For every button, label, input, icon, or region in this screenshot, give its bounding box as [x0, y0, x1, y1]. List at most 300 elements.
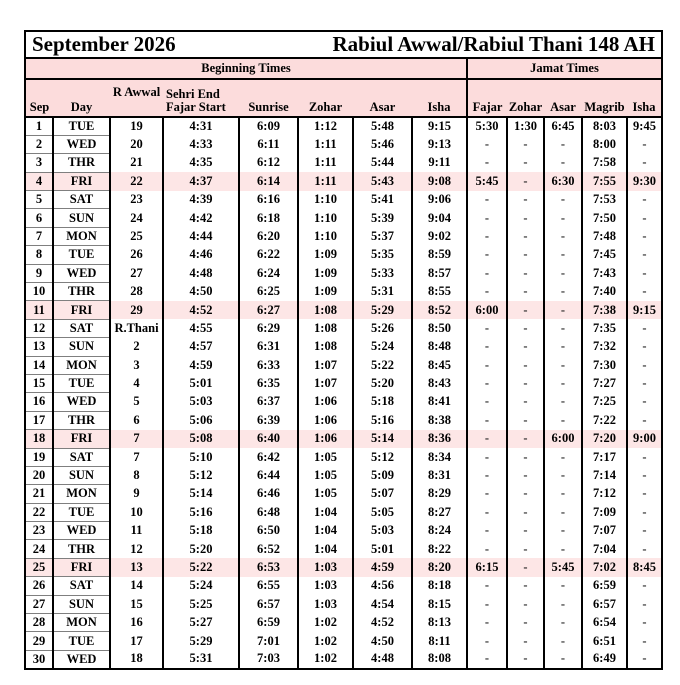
cell-date: 24 [25, 540, 53, 558]
cell-jamat-asar: - [544, 614, 582, 632]
cell-isha: 8:45 [412, 356, 467, 374]
cell-jamat-asar: - [544, 227, 582, 245]
cell-r-awwal: 26 [110, 246, 163, 264]
cell-date: 1 [25, 117, 53, 135]
cell-isha: 8:18 [412, 577, 467, 595]
cell-jamat-zohar: - [507, 466, 544, 484]
cell-jamat-magrib: 7:45 [582, 246, 627, 264]
cell-sehri-end-fajar-start: 5:12 [163, 466, 239, 484]
cell-r-awwal: 20 [110, 135, 163, 153]
cell-r-awwal: 22 [110, 172, 163, 190]
cell-jamat-fajar: - [467, 264, 507, 282]
cell-jamat-fajar: - [467, 595, 507, 613]
cell-sehri-end-fajar-start: 5:22 [163, 558, 239, 576]
cell-jamat-zohar: - [507, 172, 544, 190]
cell-sehri-end-fajar-start: 4:44 [163, 227, 239, 245]
cell-jamat-zohar: - [507, 540, 544, 558]
cell-asar: 5:22 [353, 356, 412, 374]
cell-jamat-isha: 9:45 [627, 117, 662, 135]
cell-sunrise: 6:27 [239, 301, 298, 319]
cell-jamat-zohar: - [507, 227, 544, 245]
col-header-isha: Isha [412, 79, 467, 117]
cell-jamat-zohar: - [507, 135, 544, 153]
cell-asar: 4:56 [353, 577, 412, 595]
table-row [25, 540, 662, 558]
col-header-jamat-isha: Isha [627, 79, 662, 117]
cell-isha: 9:08 [412, 172, 467, 190]
cell-asar: 5:18 [353, 393, 412, 411]
cell-jamat-fajar: - [467, 246, 507, 264]
cell-sunrise: 6:40 [239, 430, 298, 448]
cell-date: 15 [25, 374, 53, 392]
cell-jamat-magrib: 7:43 [582, 264, 627, 282]
cell-r-awwal: 11 [110, 522, 163, 540]
table-row [25, 283, 662, 301]
cell-zohar: 1:11 [298, 154, 353, 172]
cell-jamat-asar: - [544, 448, 582, 466]
cell-asar: 5:09 [353, 466, 412, 484]
cell-jamat-asar: - [544, 338, 582, 356]
cell-asar: 5:29 [353, 301, 412, 319]
cell-jamat-asar: - [544, 191, 582, 209]
cell-jamat-fajar: - [467, 319, 507, 337]
cell-zohar: 1:09 [298, 246, 353, 264]
cell-asar: 5:33 [353, 264, 412, 282]
cell-asar: 5:46 [353, 135, 412, 153]
table-row [25, 650, 662, 668]
cell-jamat-magrib: 7:48 [582, 227, 627, 245]
table-row [25, 246, 662, 264]
col-header-sunrise: Sunrise [239, 79, 298, 117]
cell-jamat-isha: - [627, 283, 662, 301]
cell-jamat-isha: - [627, 650, 662, 668]
cell-zohar: 1:08 [298, 338, 353, 356]
cell-weekday: TUE [53, 117, 110, 135]
cell-weekday: SAT [53, 191, 110, 209]
cell-asar: 5:07 [353, 485, 412, 503]
cell-sehri-end-fajar-start: 4:59 [163, 356, 239, 374]
cell-isha: 8:48 [412, 338, 467, 356]
cell-r-awwal: 16 [110, 614, 163, 632]
cell-weekday: TUE [53, 246, 110, 264]
cell-jamat-magrib: 7:53 [582, 191, 627, 209]
cell-sunrise: 6:42 [239, 448, 298, 466]
cell-jamat-zohar: - [507, 301, 544, 319]
cell-r-awwal: 15 [110, 595, 163, 613]
cell-sehri-end-fajar-start: 4:55 [163, 319, 239, 337]
cell-zohar: 1:10 [298, 209, 353, 227]
cell-asar: 5:48 [353, 117, 412, 135]
cell-date: 18 [25, 430, 53, 448]
cell-sunrise: 6:37 [239, 393, 298, 411]
cell-isha: 8:38 [412, 411, 467, 429]
cell-sehri-end-fajar-start: 5:10 [163, 448, 239, 466]
cell-jamat-isha: - [627, 246, 662, 264]
table-row [25, 356, 662, 374]
cell-weekday: WED [53, 650, 110, 668]
cell-jamat-zohar: - [507, 577, 544, 595]
cell-asar: 4:54 [353, 595, 412, 613]
timetable-body [25, 117, 662, 669]
cell-jamat-zohar: - [507, 614, 544, 632]
cell-asar: 5:20 [353, 374, 412, 392]
cell-sehri-end-fajar-start: 4:31 [163, 117, 239, 135]
cell-jamat-magrib: 6:57 [582, 595, 627, 613]
cell-jamat-asar: - [544, 485, 582, 503]
section-header-row [25, 58, 662, 79]
cell-jamat-isha: 9:00 [627, 430, 662, 448]
hijri-month-title: Rabiul Awwal/Rabiul Thani 148 AH [332, 32, 655, 57]
cell-date: 16 [25, 393, 53, 411]
cell-weekday: SUN [53, 338, 110, 356]
cell-sehri-end-fajar-start: 5:20 [163, 540, 239, 558]
cell-jamat-isha: - [627, 264, 662, 282]
cell-isha: 8:31 [412, 466, 467, 484]
col-header-r-awwal: R Awwal [110, 79, 163, 117]
cell-jamat-zohar: - [507, 319, 544, 337]
cell-date: 12 [25, 319, 53, 337]
cell-asar: 5:24 [353, 338, 412, 356]
cell-r-awwal: 14 [110, 577, 163, 595]
cell-r-awwal: 9 [110, 485, 163, 503]
cell-sehri-end-fajar-start: 4:52 [163, 301, 239, 319]
cell-weekday: WED [53, 393, 110, 411]
cell-r-awwal: 24 [110, 209, 163, 227]
col-header-fajar-start: Fajar Start [166, 99, 226, 114]
cell-jamat-fajar: - [467, 393, 507, 411]
cell-sunrise: 7:03 [239, 650, 298, 668]
cell-date: 9 [25, 264, 53, 282]
cell-isha: 8:24 [412, 522, 467, 540]
cell-jamat-magrib: 6:54 [582, 614, 627, 632]
cell-sunrise: 6:12 [239, 154, 298, 172]
cell-asar: 5:39 [353, 209, 412, 227]
cell-zohar: 1:12 [298, 117, 353, 135]
cell-sehri-end-fajar-start: 5:27 [163, 614, 239, 632]
cell-weekday: SAT [53, 448, 110, 466]
cell-jamat-fajar: - [467, 411, 507, 429]
cell-jamat-asar: 6:00 [544, 430, 582, 448]
cell-zohar: 1:04 [298, 522, 353, 540]
section-beginning-times: Beginning Times [25, 58, 467, 79]
cell-date: 17 [25, 411, 53, 429]
col-header-zohar: Zohar [298, 79, 353, 117]
cell-jamat-fajar: - [467, 430, 507, 448]
cell-jamat-magrib: 6:49 [582, 650, 627, 668]
cell-isha: 9:06 [412, 191, 467, 209]
cell-isha: 8:29 [412, 485, 467, 503]
table-row [25, 393, 662, 411]
cell-r-awwal: 23 [110, 191, 163, 209]
table-row [25, 172, 662, 190]
cell-jamat-fajar: - [467, 448, 507, 466]
cell-asar: 5:14 [353, 430, 412, 448]
cell-sehri-end-fajar-start: 5:03 [163, 393, 239, 411]
cell-jamat-asar: - [544, 632, 582, 650]
cell-sehri-end-fajar-start: 5:18 [163, 522, 239, 540]
cell-date: 2 [25, 135, 53, 153]
col-header-day: Day [53, 79, 110, 117]
cell-isha: 8:50 [412, 319, 467, 337]
cell-sunrise: 6:31 [239, 338, 298, 356]
cell-jamat-magrib: 7:20 [582, 430, 627, 448]
cell-jamat-magrib: 6:51 [582, 632, 627, 650]
cell-isha: 8:55 [412, 283, 467, 301]
cell-jamat-asar: - [544, 503, 582, 521]
cell-weekday: SUN [53, 595, 110, 613]
cell-jamat-zohar: 1:30 [507, 117, 544, 135]
cell-jamat-asar: - [544, 209, 582, 227]
cell-jamat-fajar: - [467, 522, 507, 540]
cell-jamat-asar: - [544, 301, 582, 319]
cell-weekday: MON [53, 485, 110, 503]
cell-weekday: THR [53, 540, 110, 558]
cell-r-awwal: 3 [110, 356, 163, 374]
cell-r-awwal: 25 [110, 227, 163, 245]
cell-jamat-asar: - [544, 466, 582, 484]
cell-sehri-end-fajar-start: 4:48 [163, 264, 239, 282]
cell-jamat-asar: - [544, 135, 582, 153]
cell-isha: 8:11 [412, 632, 467, 650]
cell-date: 7 [25, 227, 53, 245]
cell-date: 4 [25, 172, 53, 190]
cell-isha: 8:59 [412, 246, 467, 264]
cell-asar: 5:37 [353, 227, 412, 245]
cell-jamat-fajar: - [467, 283, 507, 301]
cell-zohar: 1:11 [298, 135, 353, 153]
table-row [25, 301, 662, 319]
cell-jamat-isha: 9:15 [627, 301, 662, 319]
cell-jamat-fajar: - [467, 540, 507, 558]
table-row [25, 338, 662, 356]
cell-sunrise: 6:55 [239, 577, 298, 595]
cell-jamat-fajar: - [467, 209, 507, 227]
cell-date: 11 [25, 301, 53, 319]
cell-asar: 5:26 [353, 319, 412, 337]
table-row [25, 374, 662, 392]
col-header-sehri-end-fajar-start [163, 79, 239, 117]
cell-jamat-zohar: - [507, 448, 544, 466]
cell-zohar: 1:03 [298, 595, 353, 613]
cell-sehri-end-fajar-start: 4:33 [163, 135, 239, 153]
cell-jamat-asar: - [544, 393, 582, 411]
cell-sunrise: 6:25 [239, 283, 298, 301]
cell-jamat-zohar: - [507, 264, 544, 282]
prayer-times-table [24, 30, 663, 670]
table-row [25, 264, 662, 282]
cell-isha: 8:43 [412, 374, 467, 392]
cell-jamat-magrib: 7:09 [582, 503, 627, 521]
cell-jamat-zohar: - [507, 632, 544, 650]
cell-jamat-fajar: - [467, 191, 507, 209]
cell-r-awwal: 8 [110, 466, 163, 484]
cell-zohar: 1:09 [298, 283, 353, 301]
cell-sehri-end-fajar-start: 5:14 [163, 485, 239, 503]
cell-jamat-isha: - [627, 632, 662, 650]
section-jamat-times: Jamat Times [467, 58, 662, 79]
cell-weekday: WED [53, 264, 110, 282]
cell-weekday: MON [53, 356, 110, 374]
cell-asar: 5:35 [353, 246, 412, 264]
cell-sehri-end-fajar-start: 4:57 [163, 338, 239, 356]
cell-date: 8 [25, 246, 53, 264]
table-row [25, 117, 662, 135]
cell-jamat-isha: - [627, 540, 662, 558]
cell-jamat-fajar: - [467, 632, 507, 650]
cell-jamat-isha: - [627, 135, 662, 153]
cell-r-awwal: 29 [110, 301, 163, 319]
cell-r-awwal: 7 [110, 430, 163, 448]
cell-asar: 5:01 [353, 540, 412, 558]
cell-jamat-asar: - [544, 411, 582, 429]
cell-weekday: THR [53, 283, 110, 301]
cell-isha: 8:57 [412, 264, 467, 282]
title-cell [25, 31, 662, 58]
cell-asar: 5:12 [353, 448, 412, 466]
cell-jamat-isha: - [627, 338, 662, 356]
cell-r-awwal: 27 [110, 264, 163, 282]
table-row [25, 430, 662, 448]
table-row [25, 466, 662, 484]
cell-jamat-fajar: 5:30 [467, 117, 507, 135]
cell-jamat-asar: - [544, 319, 582, 337]
cell-jamat-magrib: 7:38 [582, 301, 627, 319]
cell-sunrise: 6:16 [239, 191, 298, 209]
cell-jamat-magrib: 7:25 [582, 393, 627, 411]
cell-sehri-end-fajar-start: 5:25 [163, 595, 239, 613]
cell-zohar: 1:06 [298, 411, 353, 429]
table-row [25, 154, 662, 172]
cell-weekday: FRI [53, 172, 110, 190]
cell-zohar: 1:03 [298, 558, 353, 576]
table-row [25, 577, 662, 595]
cell-isha: 8:41 [412, 393, 467, 411]
cell-sehri-end-fajar-start: 4:39 [163, 191, 239, 209]
cell-r-awwal: 18 [110, 650, 163, 668]
cell-isha: 8:13 [412, 614, 467, 632]
cell-jamat-asar: - [544, 356, 582, 374]
cell-asar: 5:16 [353, 411, 412, 429]
cell-jamat-fajar: - [467, 227, 507, 245]
cell-date: 23 [25, 522, 53, 540]
col-header-jamat-asar: Asar [544, 79, 582, 117]
cell-isha: 8:08 [412, 650, 467, 668]
cell-zohar: 1:02 [298, 614, 353, 632]
cell-jamat-zohar: - [507, 338, 544, 356]
cell-r-awwal: 6 [110, 411, 163, 429]
cell-sunrise: 6:24 [239, 264, 298, 282]
cell-weekday: MON [53, 614, 110, 632]
cell-jamat-magrib: 7:55 [582, 172, 627, 190]
column-header-row [25, 79, 662, 117]
cell-weekday: TUE [53, 503, 110, 521]
cell-jamat-isha: - [627, 227, 662, 245]
cell-weekday: WED [53, 135, 110, 153]
col-header-jamat-fajar: Fajar [467, 79, 507, 117]
cell-date: 22 [25, 503, 53, 521]
table-row [25, 227, 662, 245]
cell-asar: 4:59 [353, 558, 412, 576]
table-row [25, 632, 662, 650]
cell-jamat-fajar: - [467, 356, 507, 374]
cell-jamat-isha: - [627, 614, 662, 632]
cell-r-awwal: 28 [110, 283, 163, 301]
cell-zohar: 1:06 [298, 430, 353, 448]
cell-jamat-zohar: - [507, 595, 544, 613]
cell-weekday: FRI [53, 558, 110, 576]
cell-zohar: 1:07 [298, 374, 353, 392]
cell-weekday: TUE [53, 632, 110, 650]
cell-jamat-zohar: - [507, 522, 544, 540]
cell-sunrise: 6:33 [239, 356, 298, 374]
cell-asar: 5:43 [353, 172, 412, 190]
cell-jamat-isha: 9:30 [627, 172, 662, 190]
cell-r-awwal: 13 [110, 558, 163, 576]
cell-sunrise: 6:29 [239, 319, 298, 337]
cell-weekday: SUN [53, 466, 110, 484]
cell-jamat-fajar: - [467, 338, 507, 356]
cell-sunrise: 6:09 [239, 117, 298, 135]
table-row [25, 209, 662, 227]
cell-jamat-isha: - [627, 448, 662, 466]
cell-r-awwal: 12 [110, 540, 163, 558]
cell-isha: 9:13 [412, 135, 467, 153]
cell-jamat-isha: - [627, 485, 662, 503]
cell-sunrise: 6:57 [239, 595, 298, 613]
cell-jamat-zohar: - [507, 374, 544, 392]
cell-jamat-zohar: - [507, 558, 544, 576]
cell-weekday: WED [53, 522, 110, 540]
cell-zohar: 1:02 [298, 650, 353, 668]
cell-date: 30 [25, 650, 53, 668]
cell-weekday: FRI [53, 430, 110, 448]
cell-asar: 4:52 [353, 614, 412, 632]
cell-jamat-fajar: - [467, 154, 507, 172]
cell-jamat-magrib: 7:22 [582, 411, 627, 429]
cell-zohar: 1:05 [298, 485, 353, 503]
cell-sehri-end-fajar-start: 4:35 [163, 154, 239, 172]
cell-date: 25 [25, 558, 53, 576]
cell-date: 13 [25, 338, 53, 356]
cell-weekday: THR [53, 154, 110, 172]
cell-jamat-zohar: - [507, 154, 544, 172]
cell-date: 20 [25, 466, 53, 484]
cell-zohar: 1:05 [298, 448, 353, 466]
cell-jamat-fajar: - [467, 374, 507, 392]
cell-sunrise: 6:35 [239, 374, 298, 392]
cell-date: 10 [25, 283, 53, 301]
cell-jamat-fajar: - [467, 485, 507, 503]
cell-isha: 9:15 [412, 117, 467, 135]
cell-jamat-magrib: 7:17 [582, 448, 627, 466]
cell-jamat-asar: - [544, 540, 582, 558]
cell-asar: 4:50 [353, 632, 412, 650]
cell-jamat-asar: - [544, 374, 582, 392]
cell-r-awwal: 19 [110, 117, 163, 135]
cell-jamat-magrib: 7:50 [582, 209, 627, 227]
cell-jamat-fajar: 6:00 [467, 301, 507, 319]
cell-jamat-fajar: - [467, 466, 507, 484]
cell-jamat-magrib: 7:12 [582, 485, 627, 503]
cell-jamat-zohar: - [507, 485, 544, 503]
cell-jamat-isha: - [627, 374, 662, 392]
cell-isha: 8:52 [412, 301, 467, 319]
cell-jamat-isha: - [627, 411, 662, 429]
cell-sunrise: 6:20 [239, 227, 298, 245]
cell-sunrise: 6:14 [239, 172, 298, 190]
cell-sunrise: 6:52 [239, 540, 298, 558]
cell-jamat-asar: 6:45 [544, 117, 582, 135]
